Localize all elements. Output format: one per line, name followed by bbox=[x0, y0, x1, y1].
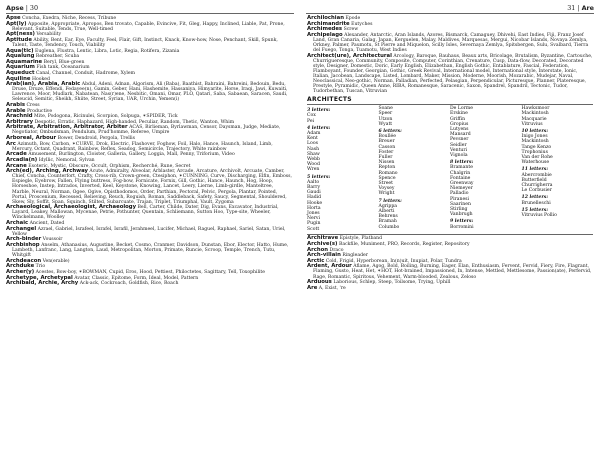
dictionary-entry bbox=[6, 237, 292, 242]
dictionary-entry bbox=[6, 142, 292, 152]
entry-senses: Euglena, Flustra, Lentic, Libra, Lotic, Regia, Rotifera, Zizania bbox=[35, 48, 180, 54]
headword: Archbishop bbox=[6, 241, 40, 248]
architects-column bbox=[379, 106, 451, 232]
headword: Apt(ness) bbox=[6, 31, 35, 38]
architect-name: Webb bbox=[307, 156, 320, 162]
dictionary-entry bbox=[307, 280, 593, 285]
architect-name: Fuller bbox=[378, 154, 393, 160]
dictionary-entry bbox=[6, 158, 292, 163]
dictionary-entry bbox=[307, 242, 593, 247]
architect-name: Lutyens bbox=[450, 126, 469, 132]
architect-name: Vanbrugh bbox=[450, 212, 473, 218]
entry-senses: ACAS, Birlieman, Byrlawman, Censor, Daysman, Judge, Mediate, Negotiator, Ombudsman, Pendulum, Prud'homme, Referee, Umpire bbox=[12, 125, 281, 136]
letter-count-heading: 10 letters: bbox=[521, 128, 549, 134]
architect-name: Abercrombie bbox=[521, 172, 552, 178]
dictionary-entry bbox=[6, 22, 292, 32]
architect-name: Piranesi bbox=[450, 196, 469, 202]
headword: Arcade bbox=[6, 151, 27, 158]
entry-senses: Mite, Podogona, Ricinulei, Scorpion, Solpuga, ✶SPIDER, Tick bbox=[34, 114, 178, 120]
entry-senses: Arcology, Baroque, Bauhaus, Beaux arts, Bricolage, Brutalism, Byzantine, Cartouche, Churrigueresque, Community, Composite, Computer, Corinthian, Crenature, Cusp, Data-flow, Decorated, Decorated style, Designer, Domestic, Doric, Early English, Elizabethan, English Gothic, Entablature, Fascial, Federation, Flamboyant, Founder, Georgian, Gothic, Greek Revival, International model, International style, Interstate, Ionic, Italian, Jacobean, Landscape, Listed, Lombard, Maker, Mission, Moderne, Moorish, Mozarabic, Mudejar, Naval, Neoclassical, Neo-gothic, Norman, Palladian, Perfected, Pelasgian, Perpendicular, Picturesque, Planner, Plateresque, Prestyle, Pyramidic, Queen Anne, RIBA, Romanesque, Saracenic, Saxon, Spandrel, Spandril, Tectonic, Tudor, Tudorbethan, Tuscan, Vitruvian bbox=[313, 53, 593, 95]
architect-name: Trophonius bbox=[521, 149, 548, 155]
architect-name: Adam bbox=[307, 130, 321, 136]
headword: Archilochian bbox=[307, 15, 344, 21]
entry-senses: Alexander, Antarctic, Aran Islands, Azores, Bismarck, Camaguey, Dhivehi, East Indies, Fiji, Franz Josef Land, Gran Canaria, Galag, Japan, Kerguelen, Malay, Maldives, Marquesas, Mergui, Nicobar Islands, Novaya Zemlya, Orkney, Palmer, Paumotu, St Pierre and Miquelon, Scilly Isles, Severnaya Zemlya, Spitsbergen, Sulu, Svalbard, Tierra del Fuego, Tonga, Tuamotu, West Indies bbox=[313, 32, 589, 54]
dictionary-entry bbox=[6, 54, 292, 59]
headword: Aquiline bbox=[6, 75, 31, 82]
headword: Arc bbox=[6, 140, 16, 147]
architect-name: Churrigherra bbox=[521, 182, 553, 188]
architect-name: Butterfield bbox=[521, 177, 547, 183]
dictionary-entry bbox=[6, 281, 292, 286]
headword: Arable bbox=[6, 107, 26, 114]
entry-senses: Idyllic, Nemoral, Sylvan bbox=[38, 157, 95, 163]
headword: Archduke bbox=[6, 263, 35, 270]
letter-count-heading: 5 letters: bbox=[307, 174, 331, 180]
entry-senses: Draco bbox=[329, 247, 344, 253]
architect-name: Agrippa bbox=[378, 203, 398, 209]
headword: Arch(ed), Arching, Archway bbox=[6, 168, 88, 175]
architect-name: Fontaine bbox=[450, 175, 471, 181]
architect-name: Aalto bbox=[307, 179, 320, 185]
entry-senses: Esoteric, Mystic, Obscure, Occult, Orphism, Recherché, Rune, Secret bbox=[28, 163, 191, 169]
entry-senses: Beryl, Blue-green bbox=[43, 59, 85, 65]
entry-senses: Acestes, Bow-boy, ✶BOWMAN, Cupid, Eros, Hood, Pettiest, Philoctetes, Sagittary, Tell, Toxophilite bbox=[35, 269, 265, 275]
letter-count-heading: 6 letters: bbox=[378, 128, 402, 134]
entry-senses: Azimuth, Bow, Carbon, ✶CURVE, Drok, Electric, Flashover, Foghow, Foil, Halo, Hance, Haunch, Island, Limb, Mercury, Octant, Quadrant, Rainbow, Reflex, Seadog, Semicircle, Trajectory, White rainbow bbox=[12, 141, 273, 152]
architect-name: Inigo Jones bbox=[521, 134, 548, 140]
architects-end-rule bbox=[307, 234, 593, 235]
headword: Apt(ly) bbox=[6, 20, 27, 27]
architect-name: Street bbox=[378, 180, 393, 186]
entry-senses: A, Exist, 're bbox=[318, 285, 346, 291]
entry-senses: Trio bbox=[35, 264, 46, 270]
architect-name: Nervi bbox=[307, 216, 320, 222]
architect-name: Voysey bbox=[378, 186, 395, 192]
headword: Aqualung bbox=[6, 53, 35, 60]
dictionary-entry bbox=[6, 243, 292, 258]
headword: Arbitrate, Arbitration, Arbitrator, Arbiter bbox=[6, 124, 128, 131]
headword: Archer(y) bbox=[6, 268, 35, 275]
left-page-header: Apse | 30 bbox=[6, 4, 39, 12]
architect-name: Pugin bbox=[307, 221, 321, 227]
entry-senses: Versability bbox=[36, 32, 62, 38]
dictionary-entry bbox=[6, 103, 292, 108]
entry-senses: Screw bbox=[343, 27, 359, 33]
dictionary-entry bbox=[307, 33, 593, 53]
architect-name: Alberti bbox=[378, 208, 395, 214]
architect-name: Wood bbox=[307, 162, 320, 168]
dictionary-entry bbox=[6, 32, 292, 37]
headword: Archimandrite bbox=[307, 20, 350, 27]
entry-senses: Ringleader bbox=[342, 253, 368, 259]
entry-senses: Azrael, Gabriel, Israfeel, Israfel, Israfil, Jerahmeel, Lucifer, Michael, Raguel, Raphael, Sariel, Satan, Uriel, Yellow bbox=[12, 226, 286, 237]
dictionary-entry bbox=[6, 227, 292, 237]
dictionary-entry bbox=[307, 264, 593, 279]
left-guide-word: Apse bbox=[6, 4, 24, 12]
architect-name: Borromini bbox=[450, 224, 474, 230]
architect-name: Vignola bbox=[450, 152, 468, 158]
letter-count-heading: 3 letters: bbox=[307, 108, 331, 114]
architect-name: Columbo bbox=[378, 224, 400, 230]
dictionary-entry bbox=[307, 248, 593, 253]
entry-senses: Abdul, Adeni, Adnan, Algorism, Ali (Baba), Baathist, Bahraini, Bahreini, Bedouin, Bedu, Druse, Druze, Effendi, Fedayee(n), Gamin, Geber, Hani, Hashemite, Hassaniya, Himyarite, Horse, Iraqi, Jawi, Kuwaiti, Lawrence, Moor, Mudlark, Nabatean, Nas(r)ene, Nesbitic, Omani, Omar, PLO, Qatari, Saba, Sabaean, Saracen, Saudi, Seleucid, Semitic, Sheikh, Shiite, Street, Syrian, UAR, Urchin, Yemen(i) bbox=[12, 82, 288, 103]
dictionary-entry bbox=[6, 125, 292, 135]
left-column bbox=[6, 16, 292, 287]
architect-name: Erskine bbox=[450, 111, 468, 117]
entry-senses: Concha, Exedra, Niche, Recess, Tribune bbox=[22, 16, 117, 21]
architect-name: Utzon bbox=[378, 116, 393, 122]
architect-name: Kent bbox=[307, 136, 318, 142]
letter-count-heading: 9 letters: bbox=[450, 219, 474, 225]
left-page-number: 30 bbox=[29, 4, 39, 12]
architect-name: Brunelleschi bbox=[521, 200, 551, 206]
architects-column bbox=[522, 106, 594, 232]
architect-name: Van der Rohe bbox=[521, 154, 553, 160]
architect-name: Romano bbox=[378, 170, 398, 176]
architect-name: Greenway bbox=[450, 180, 474, 186]
dictionary-entry bbox=[307, 253, 593, 258]
architect-name: De Lorme bbox=[450, 106, 473, 112]
headword: Aqueduct bbox=[6, 69, 35, 76]
right-entries-after bbox=[307, 236, 593, 290]
dictionary-entry bbox=[6, 49, 292, 54]
entry-senses: Rebreather, Scuba bbox=[35, 54, 80, 60]
headword: Ardent, Ardour bbox=[307, 263, 352, 270]
right-header-rule bbox=[306, 13, 594, 14]
architect-name: Bramante bbox=[450, 165, 473, 171]
dictionary-entry bbox=[6, 82, 292, 102]
architect-name: Palladio bbox=[450, 191, 469, 197]
architect-name: Vitruvius bbox=[521, 121, 543, 127]
entry-senses: Epode bbox=[345, 16, 361, 21]
headword: Arch-binder bbox=[6, 236, 42, 243]
entry-senses: Ancient, Dated bbox=[29, 221, 65, 227]
dictionary-entry bbox=[307, 54, 593, 95]
architects-rule bbox=[307, 104, 593, 105]
headword: Aquarium bbox=[6, 64, 35, 71]
dictionary-entry bbox=[307, 27, 593, 32]
letter-count-heading: 11 letters: bbox=[521, 167, 549, 173]
headword: Arachnid bbox=[6, 113, 33, 120]
headword: Archon bbox=[307, 246, 329, 253]
architect-name: Nash bbox=[307, 146, 320, 152]
headword: Arcadia(n) bbox=[6, 156, 38, 163]
architect-name: Breuer bbox=[378, 139, 395, 145]
architect-name: Vitruvius Pollio bbox=[521, 212, 557, 218]
headword: Archimedes bbox=[307, 26, 343, 33]
headword: Arab(ian), Arabia, Arabic bbox=[6, 81, 81, 88]
architect-name: Hadid bbox=[307, 195, 322, 201]
entry-senses: Voussoir bbox=[42, 237, 63, 243]
headword: Archibald, Archie, Archy bbox=[6, 280, 79, 287]
architect-name: Casson bbox=[378, 144, 396, 150]
architect-name: Foster bbox=[378, 149, 394, 155]
dictionary-entry bbox=[307, 286, 593, 291]
dictionary-entry bbox=[6, 264, 292, 269]
dictionary-entry bbox=[6, 109, 292, 114]
entry-senses: Laborious, Schlep, Steep, Toilsome, Trying, Uphill bbox=[333, 280, 451, 286]
headword: Architect(ure), Architectural bbox=[307, 52, 392, 59]
headword: Archdeacon bbox=[6, 257, 42, 264]
architect-name: Shaw bbox=[307, 151, 320, 157]
architect-name: Saarinen bbox=[450, 201, 471, 207]
architect-name: Niemeyer bbox=[450, 186, 473, 192]
entry-senses: Productive bbox=[26, 108, 53, 114]
architect-name: Mackintosh bbox=[521, 111, 549, 117]
architect-name: Pei bbox=[307, 118, 315, 124]
entry-senses: Aflame, Agog, Bold, Boiling, Burning, Eager, Élan, Enthusiasm, Fervent, Fervid, Fiery, Fire, Flagrant, Flaming, Gusto, Heat, Het, ✶HOT, Hot-brained, Impassioned, In, Intense, Mettled, Mettlesome, Passion(ate), Perfervid, Rage, Romantic, Spiritous, Vehement, Warm-blooded, Zealous, Zeloso bbox=[313, 264, 592, 280]
headword: Arboreal, Arbour bbox=[6, 135, 57, 142]
entry-senses: Fish tank, Oceanarium bbox=[36, 65, 90, 71]
headword: Archangel bbox=[6, 225, 37, 232]
headword: Archive(s) bbox=[307, 240, 338, 247]
dictionary-entry bbox=[6, 152, 292, 157]
entry-senses: Eutyches bbox=[351, 21, 373, 27]
entry-senses: Despotic, Erratic, Haphazard, High-handed, Peculiar, Random, Thetic, Wanton, Whim bbox=[34, 119, 235, 125]
entry-senses: Bower, Dendroid, Pergola, Trellis bbox=[57, 136, 135, 142]
headword: Arbitrary bbox=[6, 118, 34, 125]
architect-name: Cox bbox=[307, 113, 316, 119]
letter-count-heading: 4 letters: bbox=[307, 125, 331, 131]
architects-column bbox=[450, 106, 522, 232]
architect-name: Speer bbox=[378, 111, 393, 117]
architect-name: Stirling bbox=[450, 206, 468, 212]
entry-senses: Hooked bbox=[31, 76, 50, 82]
architect-name: Nissen bbox=[378, 160, 395, 166]
architect-name: Repton bbox=[378, 165, 396, 171]
headword: Aptitude bbox=[6, 36, 32, 43]
architect-name: Griffin bbox=[450, 116, 466, 122]
dictionary-entry bbox=[6, 136, 292, 141]
letter-count-heading: 12 letters: bbox=[521, 195, 549, 201]
headword: Arch-villain bbox=[307, 252, 341, 259]
architects-heading: ARCHITECTS bbox=[307, 96, 352, 104]
architect-name: Chalgrin bbox=[450, 170, 471, 176]
entry-senses: Acute, Admiralty, Alveolar, Arblaster, Arcade, Arcature, Archivolt, Arcuate, Camber, Chief, Concha, Counterfort, Crafty, Cross-rib, Crown-green, Ctesiphon, ✶CUNNING, Curve, Discharging, Elfin, Emboss, Espiegle, Eyebrow, Fallen, Flying buttress, Fog-bow, Fornicate, Fornix, Gill, Gothic, Hance, Haunch, Hog, Hoop, Horseshoe, Instep, Intrados, Inverted, Keel, Keystone, Knowing, Lancet, Leery, Lierne, Limb-girdle, Manteltree, Marble, Neural, Norman, Ogee, Ogive, Opisthodomos, Order, Parthian, Pectoral, Pelvic, Pergola, Plantar, Pointed, Portal, Proscenium, Recessed, Relieving, Reuch, Roguish, Roman, Saddleback, Safety, Saucy, Segmental, Shouldered, Skew, Sly, Soffit, Span, Squinch, Stilted, Subarcuate, Trajan, Triplet, Triumphal, Vault, Zygoma bbox=[12, 169, 292, 205]
headword: Archetype, Archetypal bbox=[6, 274, 73, 281]
architect-name: Waterhouse bbox=[521, 160, 550, 166]
architect-name: Wyatt bbox=[378, 121, 393, 127]
letter-count-heading: 8 letters: bbox=[450, 160, 474, 166]
entry-senses: Cress bbox=[26, 103, 40, 108]
dictionary-entry bbox=[6, 114, 292, 119]
dictionary-entry bbox=[307, 22, 593, 27]
left-header-rule bbox=[6, 13, 294, 14]
headword: Architrave bbox=[307, 235, 339, 242]
architect-name: Spence bbox=[378, 175, 396, 181]
letter-count-heading: 7 letters: bbox=[378, 198, 402, 204]
entry-senses: Apposite, Appropriate, Apropos, Ben trovato, Capable, Evincive, Fit, Gleg, Happy, Inclined, Liable, Pat, Prone, Relevant, Suitable, Tends, True, Well-timed bbox=[12, 21, 285, 32]
entry-senses: Anselm, Athanasius, Augustine, Becket, Cosmo, Cranmer, Davidson, Dunstan, Ebor, Elector, Hatto, Hume, Lambeth, Lanfranc, Lang, Langton, Laud, Metropolitan, Morton, Primate, Runcie, Scroop, Temple, Trench, Tutu, Whitgift bbox=[12, 242, 289, 259]
architects-column bbox=[307, 106, 379, 232]
dictionary-entry bbox=[6, 71, 292, 76]
right-column bbox=[307, 16, 593, 291]
entry-senses: Amusement, Burlington, Cloister, Galleria, Gallery, Loggia, Mall, Penny, Triforium, Video bbox=[28, 152, 235, 158]
architect-name: Gropius bbox=[450, 121, 469, 127]
entry-senses: Canal, Channel, Conduit, Hadrome, Xylem bbox=[35, 70, 135, 76]
headword: Arduous bbox=[307, 279, 332, 286]
entry-senses: Avatar, Classic, Epitome, Form, Ideal, Model, Pattern bbox=[74, 275, 199, 281]
architect-name: Jones bbox=[307, 210, 320, 216]
architect-name: Macquarie bbox=[521, 116, 547, 122]
architect-name: Horta bbox=[307, 205, 321, 211]
architect-name: Tange Kenzo bbox=[521, 144, 552, 150]
headword: Archaic bbox=[6, 220, 29, 227]
entry-senses: Bell, Carter, Childe, Dater, Dig, Evans, Excavator, Industrial, Layard, Leakey, Mallowan, Mycenae, Petrie, Pothunter, Quentain, Schliemann, Sutton Hoo, Type-site, Wheeler, Winckelmann, Woolley bbox=[12, 205, 279, 221]
architect-name: Wright bbox=[378, 191, 395, 197]
headword: Archaeological, Archaeologist, Archaeology bbox=[6, 204, 137, 211]
dictionary-entry bbox=[6, 38, 292, 48]
architect-name: Behrens bbox=[378, 214, 398, 220]
entry-senses: Backfile, Muniment, PRO, Records, Register, Repository bbox=[338, 241, 470, 247]
right-guide-word: Are bbox=[581, 4, 594, 12]
entry-senses: Ven(erable) bbox=[42, 258, 70, 264]
entry-senses: Ability, Bent, Ear, Eye, Faculty, Feel, Flair, Gift, Instinct, Knack, Know-how, Nose, Penchant, Skill, Spunk, Talent, Taste, Tendency, Touch, Viability bbox=[12, 37, 278, 48]
dictionary-entry bbox=[6, 221, 292, 226]
headword: Arctic bbox=[307, 257, 325, 264]
architect-name: Wren bbox=[307, 167, 320, 173]
headword: Are bbox=[307, 284, 318, 291]
architect-name: Venturi bbox=[450, 147, 468, 153]
architect-name: Pevsner bbox=[450, 137, 469, 143]
headword: Archipelago bbox=[307, 31, 343, 38]
right-page-header: 31 | Are bbox=[567, 4, 594, 12]
right-entries bbox=[307, 16, 593, 94]
architect-name: Soane bbox=[378, 106, 393, 112]
architect-name: Gaudi bbox=[307, 190, 321, 196]
architect-name: Scott bbox=[307, 226, 320, 232]
dictionary-entry bbox=[6, 65, 292, 70]
headword: Apse bbox=[6, 15, 21, 21]
architect-name: Hooke bbox=[307, 200, 323, 206]
right-page-number: 31 bbox=[567, 4, 576, 12]
architect-name: Boullée bbox=[378, 134, 396, 140]
headword: Arabis bbox=[6, 102, 26, 108]
architect-name: Le Corbusier bbox=[521, 188, 552, 194]
architect-name: Hawksmoor bbox=[521, 106, 550, 112]
entry-senses: Ack-ack, Cockroach, Goldfish, Rice, Roach bbox=[79, 281, 179, 287]
headword: Aqua(tic) bbox=[6, 47, 34, 54]
dictionary-entry bbox=[6, 16, 292, 21]
dictionary-entry bbox=[6, 169, 292, 205]
architects-grid bbox=[307, 106, 593, 232]
dictionary-entry bbox=[6, 259, 292, 264]
entry-senses: Cold, Frigid, Hyperborean, In(n)uit, Inupiat, Polar, Tundra bbox=[325, 258, 462, 264]
headword: Arcane bbox=[6, 162, 27, 169]
letter-count-heading: 15 letters: bbox=[521, 207, 549, 213]
architect-name: Barry bbox=[307, 184, 321, 190]
architect-name: Seidler bbox=[450, 142, 467, 148]
entry-senses: Epistyle, Platband bbox=[339, 236, 383, 242]
dictionary-entry bbox=[6, 205, 292, 220]
dictionary-entry bbox=[307, 236, 593, 241]
architect-name: Mansard bbox=[450, 132, 471, 138]
headword: Aquamarine bbox=[6, 58, 43, 65]
architect-name: Mackintosh bbox=[521, 139, 549, 145]
architect-name: Loos bbox=[307, 141, 318, 147]
architect-name: Bramah bbox=[378, 219, 397, 225]
